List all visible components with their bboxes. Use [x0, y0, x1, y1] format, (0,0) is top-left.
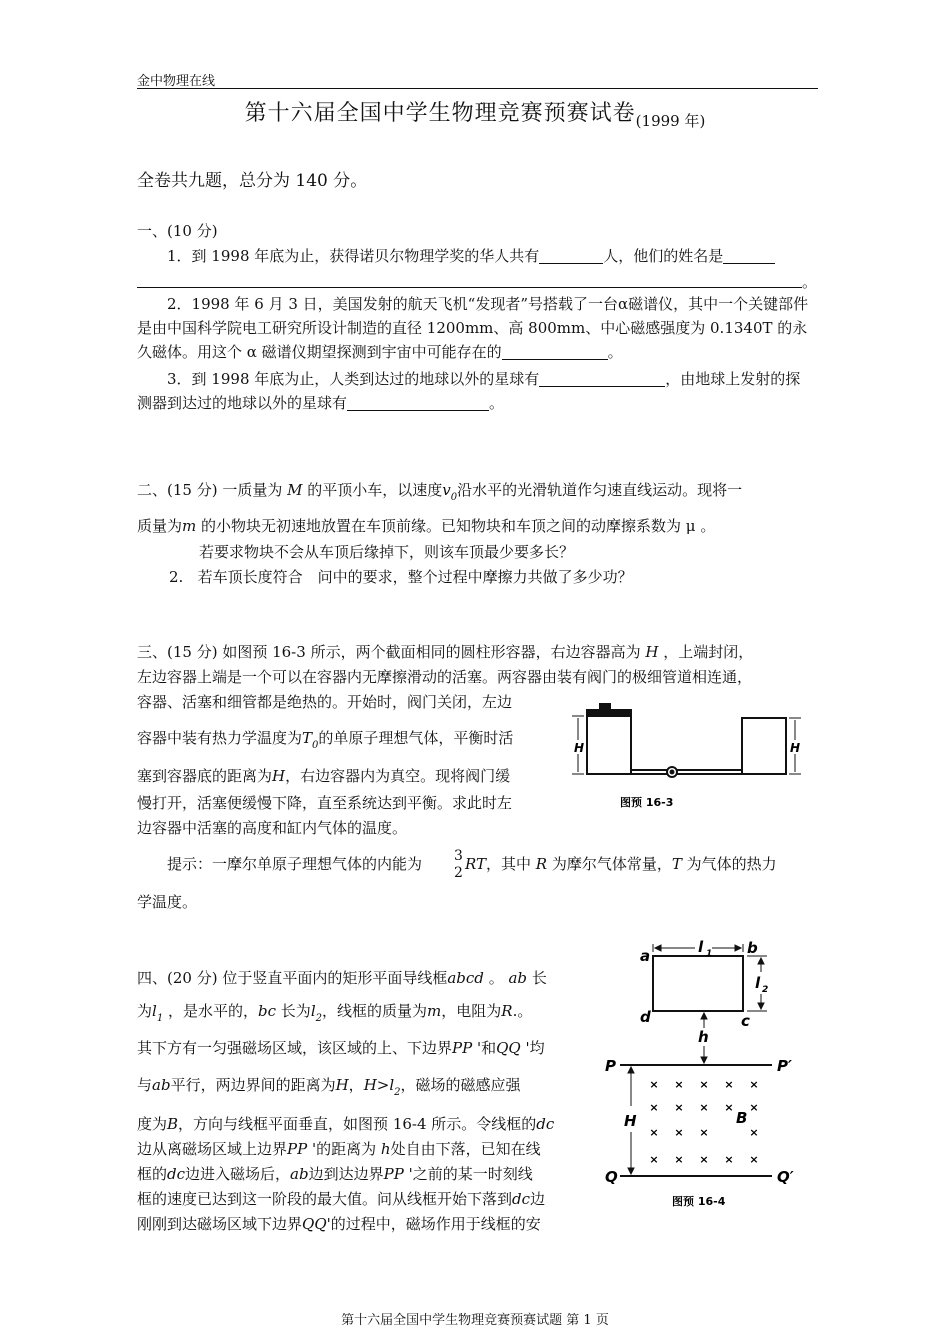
q4-text: ，电阻为: [441, 1002, 502, 1020]
var-abcd: abcd: [447, 969, 484, 987]
q2-text: 质量为: [137, 517, 183, 535]
var-ab: ab: [290, 1165, 309, 1183]
fig-label-H-left: H: [574, 741, 585, 755]
var-ab: ab: [152, 1076, 171, 1094]
answer-blank: [137, 272, 802, 288]
figure-16-4: [600, 930, 810, 1215]
fraction-denominator: 2: [454, 865, 463, 881]
var-H: H: [272, 767, 286, 785]
q3-line3: 容器、活塞和细管都是绝热的。开始时，阀门关闭，左边: [137, 693, 513, 711]
q4-text: 边进入磁场后，: [185, 1165, 291, 1183]
valve-center: [671, 771, 674, 774]
answer-blank: [539, 248, 603, 264]
q4-text: .。: [512, 1002, 533, 1020]
figure-caption: 图预 16-3: [620, 796, 674, 809]
q1-item1-line2: [137, 270, 802, 289]
var-dc: dc: [536, 1115, 555, 1133]
answer-blank: [723, 248, 775, 264]
svg-text:P′: P′: [777, 1057, 792, 1075]
svg-text:×: ×: [699, 1126, 709, 1139]
var-QQ: QQ ': [496, 1039, 530, 1057]
q4-text: 均: [529, 1039, 545, 1057]
svg-text:×: ×: [649, 1153, 659, 1166]
var-dc: dc: [512, 1190, 531, 1208]
q3-text: 的单原子理想气体，平衡时活: [318, 729, 514, 747]
q4-text: 的过程中，磁场作用于线框的安: [330, 1215, 541, 1233]
q1-item1: [137, 244, 815, 268]
q3-line2: 左边容器上端是一个可以在容器内无摩擦滑动的活塞。两容器由装有阀门的极细管道相连通，: [137, 668, 753, 686]
q3-text: 容器中装有热力学温度为: [137, 729, 303, 747]
q1-item2: [137, 292, 815, 364]
q4-text: 刚刚到达磁场区域下边界: [137, 1215, 303, 1233]
title-main: 第十六届全国中学生物理竞赛预赛试卷: [244, 101, 636, 126]
var-H: H: [363, 1076, 377, 1094]
q3-line5: [137, 764, 557, 788]
q1-heading: 一、(10 分): [137, 222, 218, 240]
svg-text:×: ×: [674, 1101, 684, 1114]
svg-text:×: ×: [649, 1078, 659, 1091]
var-v: v: [442, 481, 451, 499]
q4-text: ，方向与线框平面垂直，如图预 16-4 所示。令线框的: [178, 1115, 537, 1133]
fraction-numerator: 3: [454, 848, 463, 864]
svg-text:H: H: [624, 1112, 637, 1130]
left-container: [587, 716, 631, 774]
q4-text: 为: [137, 1002, 153, 1020]
svg-text:P: P: [605, 1057, 616, 1075]
var-l-sub: 1: [156, 1013, 164, 1024]
q4-text: ，磁场的磁感应强: [400, 1076, 521, 1094]
svg-text:×: ×: [724, 1153, 734, 1166]
q1-item1-text-a: 1．到 1998 年底为止，获得诺贝尔物理学奖的华人共有: [167, 247, 540, 265]
q3-hint: [137, 848, 815, 882]
svg-text:b: b: [747, 939, 758, 957]
var-H: H: [645, 643, 659, 661]
q3-text: 为气体的热力: [686, 855, 777, 873]
fraction: [424, 848, 463, 882]
q4-text: 边: [530, 1190, 546, 1208]
q4-text: 其下方有一匀强磁场区域，该区域的上、下边界: [137, 1039, 453, 1057]
var-ab: ab: [508, 969, 528, 987]
var-PP: PP ': [452, 1039, 482, 1057]
var-h: h: [380, 1140, 391, 1158]
q3-line7: 边容器中活塞的高度和缸内气体的温度。: [137, 819, 408, 837]
q2-text: 的平顶小车，以速度: [307, 481, 443, 499]
var-QQ: QQ': [302, 1215, 331, 1233]
var-bc: bc: [258, 1002, 277, 1020]
header-site-label: 金中物理在线: [137, 74, 216, 89]
q4-text: 长为: [280, 1002, 311, 1020]
q4-line7: [137, 1162, 592, 1186]
svg-text:Q′: Q′: [777, 1168, 794, 1186]
q3-text: 为摩尔气体常量，: [551, 855, 672, 873]
q4-text: 和: [481, 1039, 497, 1057]
q2-item1: 若要求物块不会从车顶后缘掉下，则该车顶最少要多长？: [199, 543, 575, 561]
var-R: R: [501, 1002, 513, 1020]
var-l: l: [389, 1076, 395, 1094]
q4-text: 边从离磁场区域上边界: [137, 1140, 288, 1158]
q4-text: 框的: [137, 1165, 168, 1183]
piston-handle: [600, 704, 610, 710]
svg-text:×: ×: [749, 1101, 759, 1114]
figure-16-3: [568, 700, 818, 815]
q2-text: 的小物块无初速地放置在车顶前缘。已知物块和车顶之间的动摩擦系数为 μ 。: [201, 517, 716, 535]
q2-line1: [137, 478, 815, 510]
var-T: T: [671, 855, 682, 873]
fig-label-H-right: H: [790, 741, 801, 755]
var-l: l: [310, 1002, 316, 1020]
var-M: M: [287, 481, 303, 499]
var-dc: dc: [167, 1165, 186, 1183]
svg-text:×: ×: [699, 1153, 709, 1166]
q4-text: 长: [531, 969, 547, 987]
q4-text: 处自由下落，已知在线: [390, 1140, 541, 1158]
gt-symbol: >: [376, 1076, 390, 1094]
q4-text: 之前的某一时刻线: [412, 1165, 533, 1183]
q4-line2: [137, 999, 592, 1031]
q3-text: 三、(15 分) 如图预 16-3 所示，两个截面相同的圆柱形容器，右边容器高为: [137, 643, 641, 661]
svg-text:×: ×: [724, 1078, 734, 1091]
header-divider: [137, 88, 818, 89]
svg-text:l: l: [698, 938, 704, 956]
svg-text:×: ×: [674, 1078, 684, 1091]
q4-line1: [137, 966, 592, 990]
svg-text:×: ×: [649, 1126, 659, 1139]
page-footer: 第十六届全国中学生物理竞赛预赛试题 第 1 页: [341, 1313, 609, 1328]
answer-blank: [347, 395, 489, 411]
right-container: [742, 718, 786, 774]
q3-line4: [137, 726, 557, 758]
svg-text:×: ×: [749, 1126, 759, 1139]
var-PP: PP ': [383, 1165, 413, 1183]
var-v-sub: 0: [450, 492, 458, 503]
q4-text: 度为: [137, 1115, 168, 1133]
q1-item3-text-b: ，由地球上发射的探测器到达过的地球以外的星球有: [137, 370, 801, 412]
title-year: (1999 年): [635, 112, 706, 130]
page-title: [0, 96, 950, 131]
svg-text:×: ×: [749, 1153, 759, 1166]
q2-text: 二、(15 分) 一质量为: [137, 481, 283, 499]
svg-text:×: ×: [724, 1101, 734, 1114]
svg-text:d: d: [640, 1008, 651, 1026]
q2-item2-text: 若车顶长度符合 问中的要求，整个过程中摩擦力共做了多少功？: [197, 568, 633, 586]
q4-text: 与: [137, 1076, 153, 1094]
q4-text: 框的速度已达到这一阶段的最大值。问从线框开始下落到: [137, 1190, 513, 1208]
svg-text:l: l: [755, 974, 761, 992]
q4-line5: [137, 1112, 592, 1136]
wire-frame: [653, 956, 743, 1011]
q1-item2-end: 。: [607, 343, 623, 361]
svg-text:×: ×: [674, 1153, 684, 1166]
var-T: T: [302, 729, 313, 747]
svg-text:×: ×: [699, 1078, 709, 1091]
q4-text: 四、(20 分) 位于竖直平面内的矩形平面导线框: [137, 969, 448, 987]
exam-summary: 全卷共九题，总分为 140 分。: [137, 171, 368, 191]
q4-line9: [137, 1212, 592, 1236]
q3-text: 塞到容器底的距离为: [137, 767, 273, 785]
svg-text:×: ×: [649, 1101, 659, 1114]
q3-line6: 慢打开，活塞便缓慢下降，直至系统达到平衡。求此时左: [137, 794, 513, 812]
var-m: m: [182, 517, 197, 535]
var-T-sub: 0: [312, 740, 319, 751]
q4-text: ，线框的质量为: [322, 1002, 428, 1020]
svg-text:c: c: [741, 1012, 750, 1030]
figure-labels: [605, 938, 794, 1186]
svg-text:×: ×: [699, 1101, 709, 1114]
q1-item2-text: 2．1998 年 6 月 3 日，美国发射的航天飞机“发现者”号搭载了一台α磁谱仪，其中一个关键部件是由中国科学院电工研究所设计制造的直径 1200mm、高 800mm、中心磁感强度为 0.1340T 的永久磁体。用这个 α 磁谱仪期望探测到宇宙中可能存在的: [137, 295, 809, 361]
answer-blank: [539, 371, 665, 387]
q3-line1: [137, 640, 815, 664]
var-B: B: [167, 1115, 179, 1133]
q4-line4: [137, 1073, 592, 1105]
q3-text: ，右边容器内为真空。现将阀门缓: [285, 767, 511, 785]
svg-text:a: a: [640, 947, 651, 965]
q2-item2: [169, 565, 809, 589]
q2-line2: [137, 514, 815, 538]
svg-text:2: 2: [762, 985, 769, 995]
q1-item1-text-b: 人，他们的姓名是: [603, 247, 724, 265]
q3-text: ，上端封闭，: [663, 643, 754, 661]
q4-text: ，: [348, 1076, 364, 1094]
q1-item3: [137, 367, 815, 415]
svg-text:×: ×: [749, 1078, 759, 1091]
q3-hint-end: 学温度。: [137, 893, 198, 911]
svg-text:B: B: [736, 1109, 748, 1127]
q4-line6: [137, 1137, 592, 1161]
q2-item2-number: 2.: [169, 568, 184, 586]
q4-text: ，是水平的，: [167, 1002, 258, 1020]
q1-item3-end: 。: [489, 394, 505, 412]
q4-line8: [137, 1187, 592, 1211]
var-PP: PP ': [287, 1140, 317, 1158]
q4-text: 平行，两边界间的距离为: [170, 1076, 336, 1094]
q4-text: 边到达边界: [308, 1165, 384, 1183]
var-l-sub: 2: [394, 1087, 401, 1098]
svg-text:×: ×: [674, 1126, 684, 1139]
figure-caption: 图预 16-4: [672, 1195, 726, 1208]
q4-text: 的距离为: [316, 1140, 377, 1158]
q4-line3: [137, 1036, 592, 1060]
answer-blank: [502, 344, 608, 360]
q1-item1-end: 。: [802, 273, 818, 291]
var-m: m: [427, 1002, 442, 1020]
svg-text:h: h: [698, 1028, 709, 1046]
var-l: l: [152, 1002, 157, 1020]
q3-text: 提示：一摩尔单原子理想气体的内能为: [167, 855, 423, 873]
q3-text: ，其中: [485, 855, 531, 873]
svg-text:1: 1: [706, 949, 713, 959]
q2-text: 沿水平的光滑轨道作匀速直线运动。现将一: [457, 481, 743, 499]
var-H: H: [335, 1076, 349, 1094]
q1-item3-text-a: 3．到 1998 年底为止，人类到达过的地球以外的星球有: [167, 370, 540, 388]
var-RT: RT: [464, 855, 486, 873]
var-R: R: [535, 855, 548, 873]
var-l-sub: 2: [315, 1013, 322, 1024]
svg-text:Q: Q: [605, 1168, 618, 1186]
q4-text: 。: [488, 969, 504, 987]
